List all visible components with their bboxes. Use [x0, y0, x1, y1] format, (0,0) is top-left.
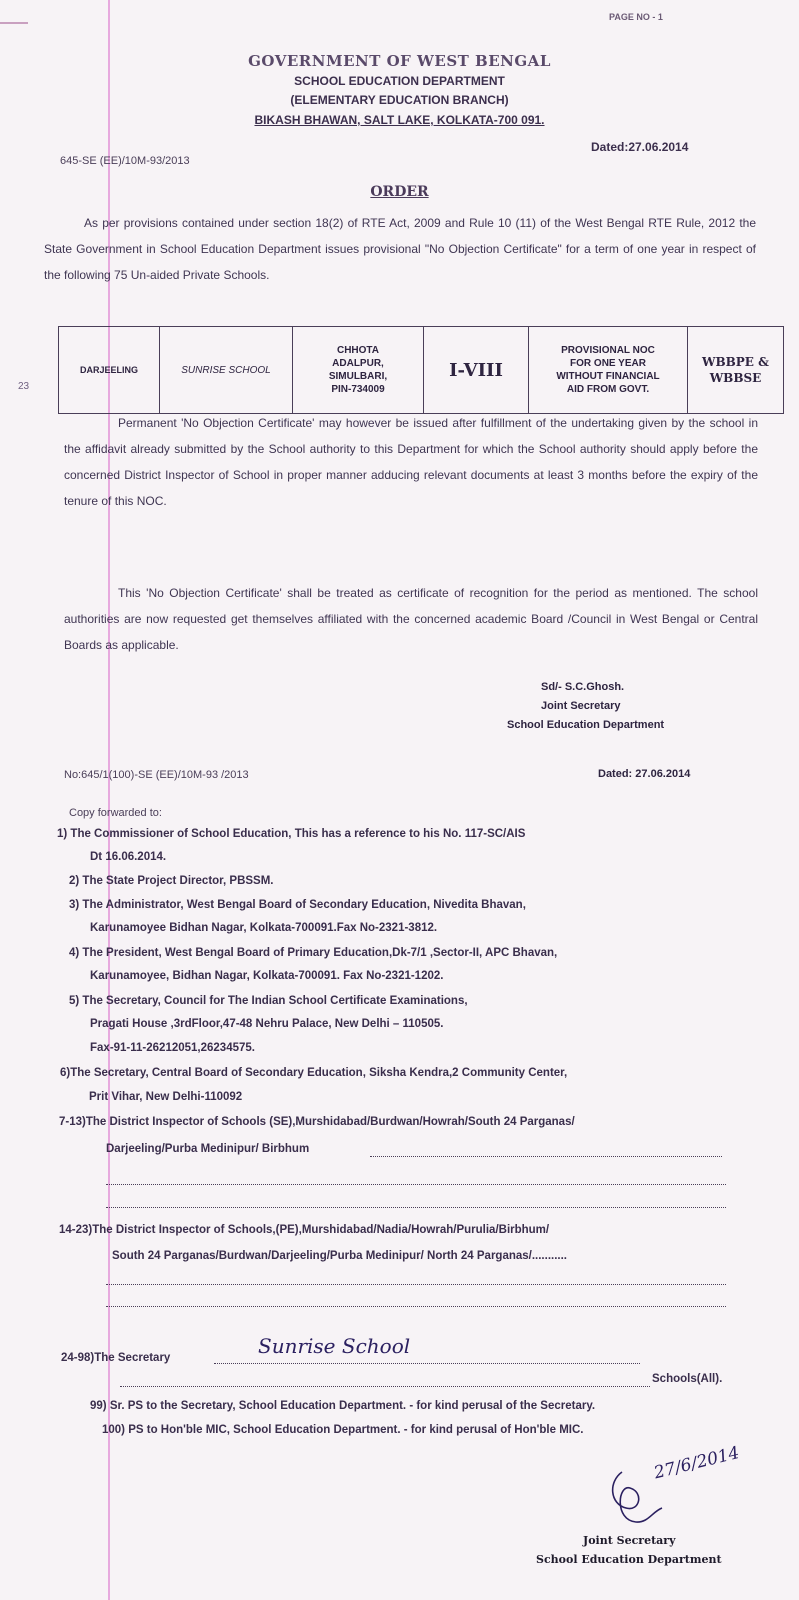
copy-item-4: 4) The President, West Bengal Board of Primary Education,Dk-7/1 ,Sector-II, APC Bhavan, — [69, 947, 558, 959]
copy-date: Dated: 27.06.2014 — [598, 768, 691, 780]
copy-item-7-13: 7-13)The District Inspector of Schools (SE),Murshidabad/Burdwan/Howrah/South 24 Parganas/ — [59, 1116, 575, 1128]
copy-item-5-address: Pragati House ,3rdFloor,47-48 Nehru Palace, New Delhi – 110505. — [90, 1018, 444, 1030]
copy-item-14-23: 14-23)The District Inspector of Schools,(PE),Murshidabad/Nadia/Howrah/Purulia/Birbhum/ — [59, 1224, 550, 1236]
address-line: SIMULBARI, — [328, 371, 388, 382]
address-line: PIN-734009 — [331, 384, 385, 395]
copy-item-7-13-districts: Darjeeling/Purba Medinipur/ Birbhum — [106, 1143, 310, 1155]
signatory-designation: Joint Secretary — [541, 700, 621, 712]
copy-item-3: 3) The Administrator, West Bengal Board of Secondary Education, Nivedita Bhavan, — [69, 899, 526, 911]
address-line: ADALPUR, — [332, 358, 384, 369]
school-cell: SUNRISE SCHOOL — [160, 327, 293, 414]
bottom-signatory-designation: Joint Secretary — [583, 1534, 676, 1547]
handwritten-school-name: Sunrise School — [258, 1334, 411, 1358]
noc-line: AID FROM GOVT. — [566, 384, 650, 395]
recognition-paragraph: This 'No Objection Certificate' shall be treated as certificate of recognition for the period as mentioned. The school authorities are now requested get themselves affiliated with the concerned academic Board /Council in West Bengal or Central Boards as applicable. — [64, 586, 758, 652]
copy-item-2: 2) The State Project Director, PBSSM. — [69, 875, 274, 887]
handwritten-date: 27/6/2014 — [652, 1442, 742, 1484]
board-cell — [688, 327, 784, 414]
address-cell — [293, 327, 424, 414]
dotted-line — [106, 1306, 726, 1307]
dotted-line — [106, 1184, 726, 1185]
copy-item-24-98: 24-98)The Secretary — [61, 1352, 171, 1364]
copy-item-6-address: Prit Vihar, New Delhi-110092 — [89, 1091, 243, 1103]
dotted-line — [106, 1207, 726, 1208]
address-line: CHHOTA — [336, 345, 380, 356]
corner-mark — [0, 22, 28, 24]
copy-item-1-date: Dt 16.06.2014. — [90, 851, 167, 863]
copy-memo-number: No:645/1(100)-SE (EE)/10M-93 /2013 — [64, 769, 249, 781]
copy-item-schools-all: Schools(All). — [652, 1373, 723, 1385]
dotted-line — [214, 1363, 640, 1364]
copy-forwarded-heading: Copy forwarded to: — [69, 807, 162, 819]
department-title: SCHOOL EDUCATION DEPARTMENT — [294, 74, 505, 88]
noc-cell — [529, 327, 688, 414]
dotted-line — [370, 1156, 722, 1157]
classes-cell: I-VIII — [424, 327, 529, 414]
noc-line: PROVISIONAL NOC — [561, 345, 655, 356]
permanent-noc-paragraph: Permanent 'No Objection Certificate' may however be issued after fulfillment of the undertaking given by the school in the affidavit already submitted by the School authority to this Department for which the School authority should apply before the concerned District Inspector of School in proper manner adducing relevant documents at least 3 months before the expiry of the tenure of this NOC. — [64, 416, 758, 508]
copy-item-5-fax: Fax-91-11-26212051,26234575. — [90, 1042, 255, 1054]
board-line: WBBSE — [709, 371, 762, 385]
school-table — [58, 326, 784, 414]
noc-line: FOR ONE YEAR — [570, 358, 646, 369]
copy-item-99: 99) Sr. PS to the Secretary, School Education Department. - for kind perusal of the Secretary. — [90, 1400, 596, 1412]
page-number: PAGE NO - 1 — [609, 12, 663, 22]
copy-item-3-address: Karunamoyee Bidhan Nagar, Kolkata-700091.Fax No-2321-3812. — [90, 922, 438, 934]
board-line: WBBPE & — [702, 355, 769, 369]
copy-item-6: 6)The Secretary, Central Board of Secondary Education, Siksha Kendra,2 Community Center, — [60, 1067, 568, 1079]
district-cell: DARJEELING — [59, 327, 160, 414]
copy-item-1: 1) The Commissioner of School Education, This has a reference to his No. 117-SC/AIS — [57, 828, 526, 840]
dotted-line — [120, 1386, 650, 1387]
signatory-department: School Education Department — [507, 719, 665, 731]
copy-item-5: 5) The Secretary, Council for The Indian School Certificate Examinations, — [69, 995, 468, 1007]
row-number: 23 — [18, 381, 30, 392]
copy-item-4-address: Karunamoyee, Bidhan Nagar, Kolkata-700091. Fax No-2321-1202. — [90, 970, 444, 982]
memo-number: 645-SE (EE)/10M-93/2013 — [60, 155, 190, 167]
copy-item-14-23-districts: South 24 Parganas/Burdwan/Darjeeling/Purba Medinipur/ North 24 Parganas/........... — [112, 1250, 567, 1262]
dotted-line — [106, 1284, 726, 1285]
government-title: GOVERNMENT OF WEST BENGAL — [248, 52, 551, 70]
signatory-name: Sd/- S.C.Ghosh. — [541, 681, 625, 693]
table-row — [59, 327, 784, 414]
bottom-signatory-department: School Education Department — [536, 1553, 722, 1566]
office-address: BIKASH BHAWAN, SALT LAKE, KOLKATA-700 091. — [254, 113, 545, 127]
order-paragraph: As per provisions contained under section 18(2) of RTE Act, 2009 and Rule 10 (11) of the West Bengal RTE Rule, 2012 the State Government in School Education Department issues provisional "No Objection Certificate" for a term of one year in respect of the following 75 Un-aided Private Schools. — [44, 216, 756, 282]
branch-title: (ELEMENTARY EDUCATION BRANCH) — [290, 93, 509, 107]
copy-item-100: 100) PS to Hon'ble MIC, School Education Department. - for kind perusal of Hon'ble MIC. — [102, 1424, 584, 1436]
order-date: Dated:27.06.2014 — [591, 140, 689, 154]
order-heading: ORDER — [370, 184, 429, 200]
noc-line: WITHOUT FINANCIAL — [556, 371, 660, 382]
